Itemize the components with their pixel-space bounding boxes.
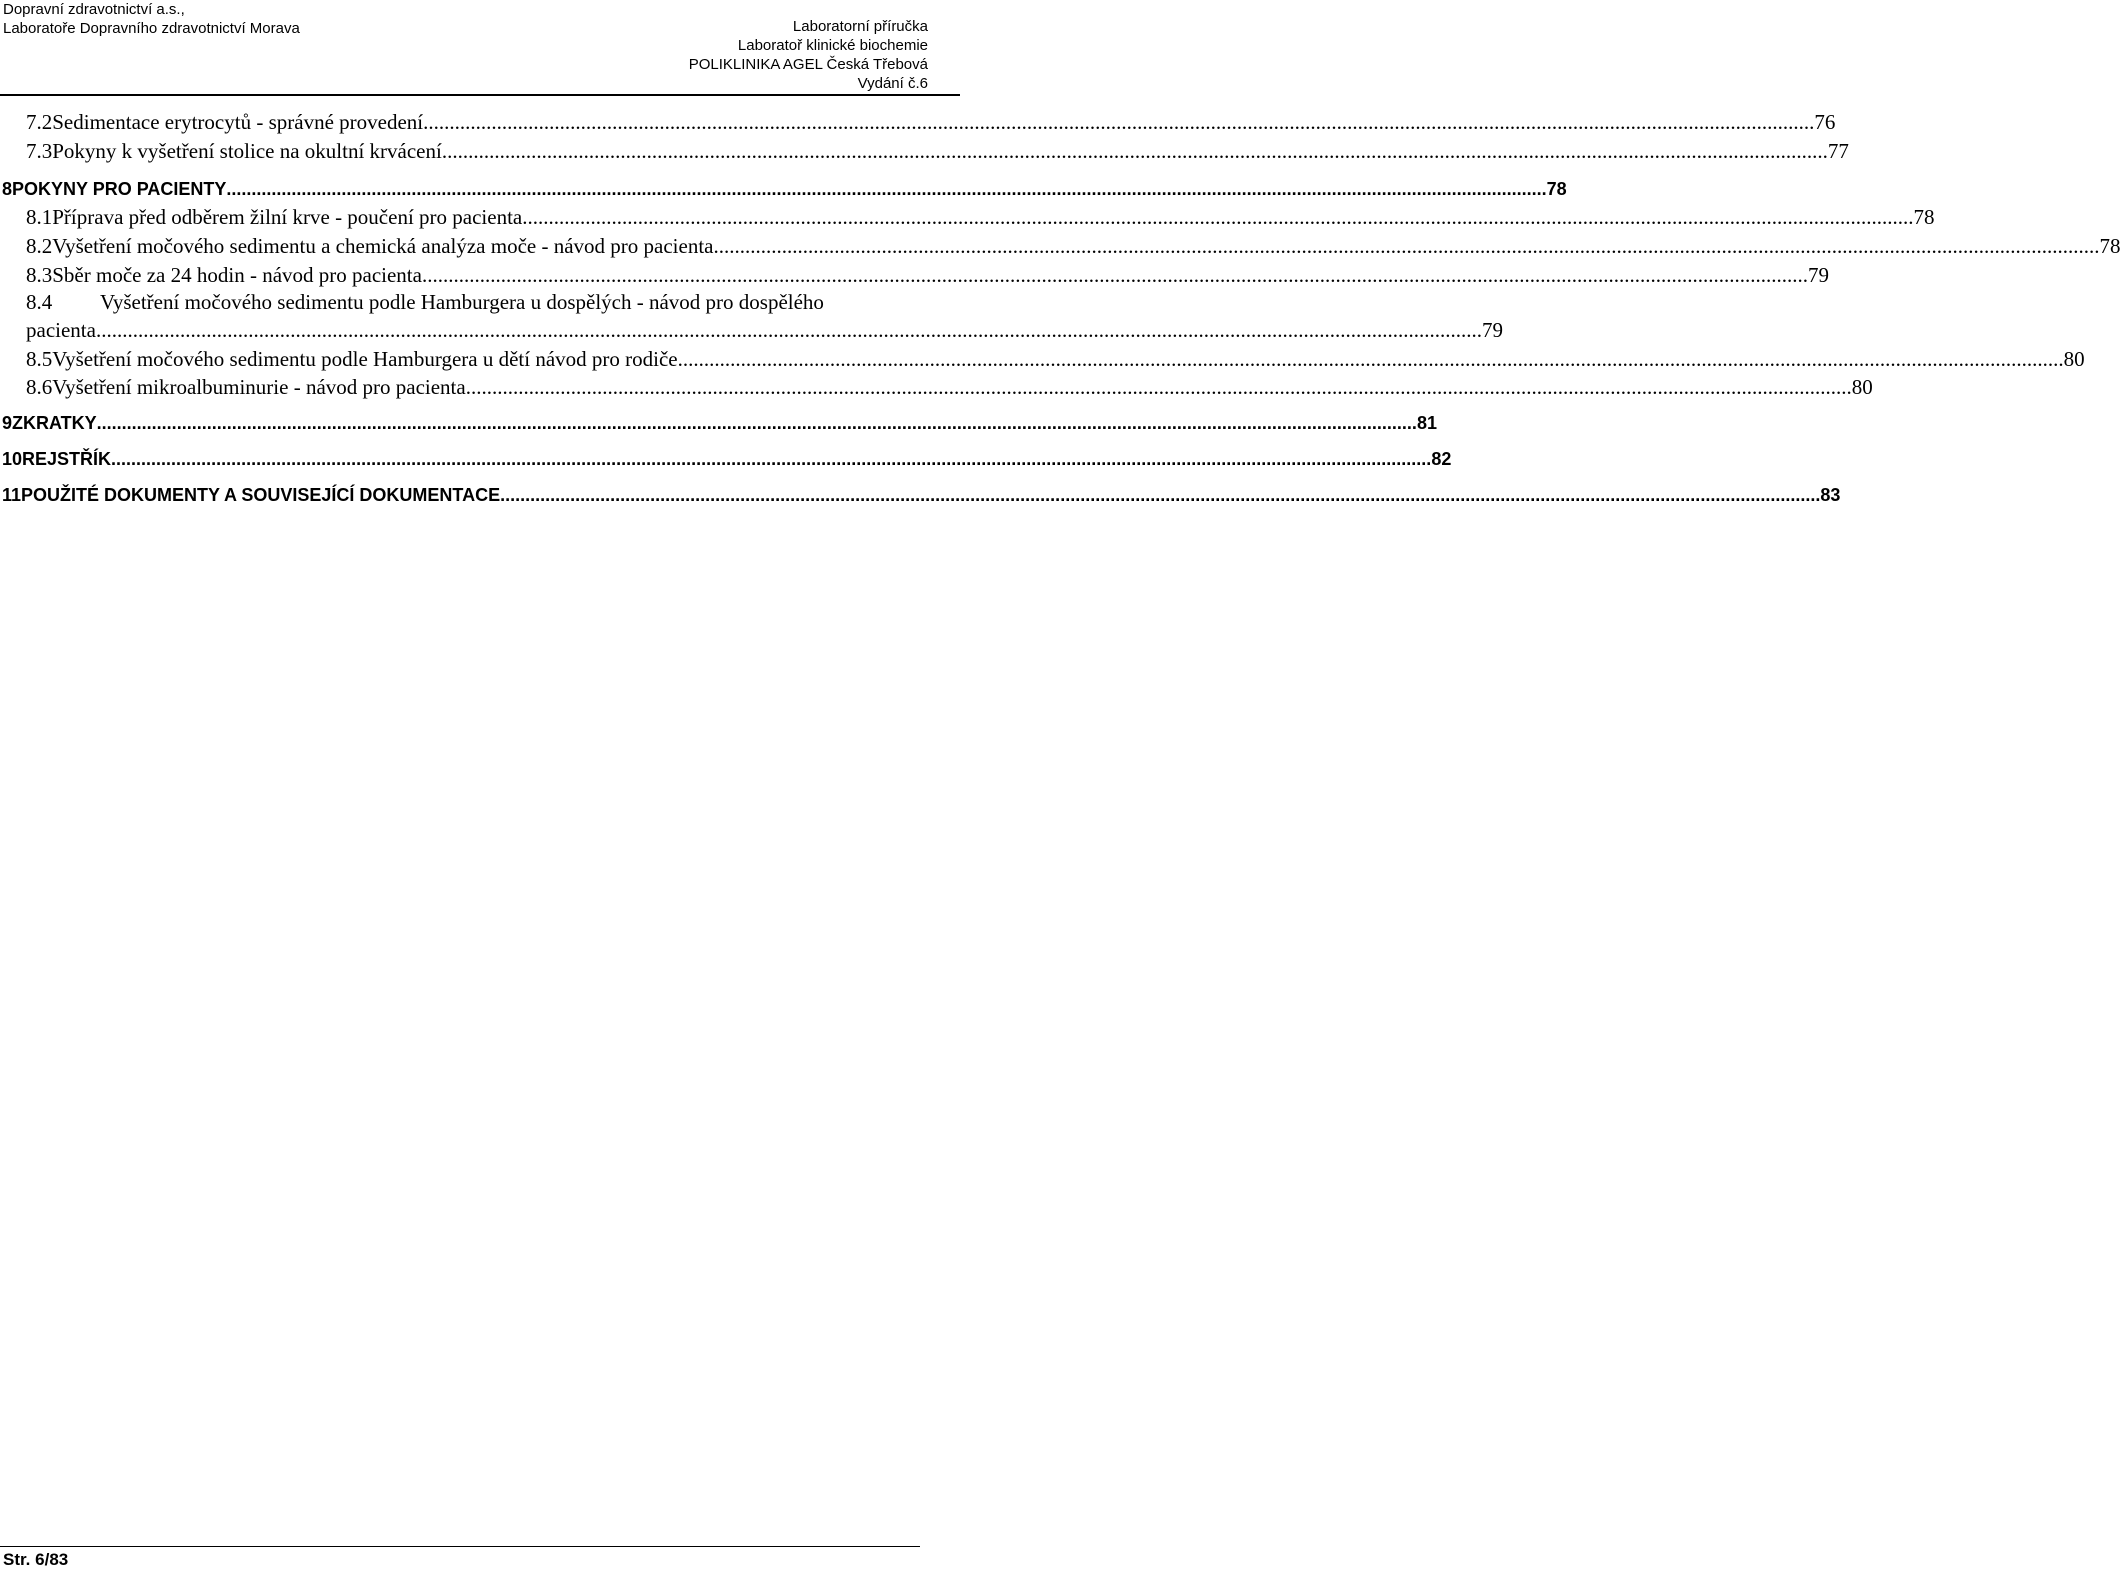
toc-leader — [466, 375, 1852, 400]
toc-title: Vyšetření močového sedimentu podle Hamburgera u dětí návod pro rodiče — [52, 347, 678, 371]
toc-entry-8-5[interactable] — [26, 347, 2085, 372]
toc-leader — [111, 449, 1431, 470]
toc-number: 8.4 — [26, 290, 53, 314]
lab-department: Laboratoř klinické biochemie — [737, 37, 928, 54]
toc-page: 79 — [1481, 318, 1503, 342]
toc-page: 80 — [2063, 347, 2085, 371]
toc-title: Sedimentace erytrocytů - správné provedení. — [52, 110, 429, 134]
toc-title-continuation: pacienta — [26, 318, 96, 342]
footer-divider — [0, 1546, 920, 1547]
edition: Vydání č.6 — [857, 75, 928, 92]
toc-title: Vyšetření mikroalbuminurie - návod pro pacienta — [52, 375, 466, 399]
page-label: Str. — [3, 1550, 31, 1569]
toc-entry-11[interactable] — [2, 485, 1841, 506]
clinic-name: POLIKLINIKA AGEL Česká Třebová — [688, 56, 928, 73]
header-divider — [0, 94, 960, 96]
toc-number: 7.3 — [26, 139, 53, 163]
header-organization — [3, 0, 300, 38]
toc-page: 78 — [1546, 179, 1567, 199]
toc-leader — [527, 205, 1913, 230]
toc-number: 7.2 — [26, 110, 53, 134]
toc-page: 79 — [1807, 263, 1829, 287]
toc-leader — [226, 179, 1546, 200]
toc-number: 10 — [2, 449, 23, 469]
page-number: 6/83 — [35, 1550, 69, 1569]
document-type: Laboratorní příručka — [792, 18, 928, 35]
page-footer — [3, 1550, 68, 1570]
toc-entry-8[interactable] — [2, 179, 1567, 200]
toc-title: ZKRATKY — [12, 413, 97, 433]
toc-entry-9[interactable] — [2, 413, 1437, 434]
toc-page: 82 — [1431, 449, 1452, 469]
toc-title: Pokyny k vyšetření stolice na okultní krvácení — [52, 139, 442, 163]
header-document-info — [689, 17, 928, 93]
toc-page: 78 — [1913, 205, 1935, 229]
toc-number: 11 — [2, 485, 22, 505]
toc-page: 83 — [1820, 485, 1841, 505]
toc-leader — [713, 234, 2099, 259]
toc-entry-8-1[interactable] — [26, 205, 1935, 230]
toc-page: 77 — [1827, 139, 1849, 163]
toc-number: 8.5 — [26, 347, 53, 371]
toc-entry-8-4-line1[interactable] — [26, 290, 956, 315]
toc-page: 81 — [1416, 413, 1437, 433]
toc-number: 8 — [2, 179, 13, 199]
toc-page: 78 — [2099, 234, 2120, 258]
toc-entry-10[interactable] — [2, 449, 1452, 470]
toc-page: 76 — [1814, 110, 1836, 134]
page-header — [0, 0, 960, 96]
toc-title: POUŽITÉ DOKUMENTY A SOUVISEJÍCÍ DOKUMENTACE — [21, 485, 501, 505]
toc-entry-7-2[interactable] — [26, 110, 1836, 135]
toc-leader — [500, 485, 1820, 506]
toc-number: 8.6 — [26, 375, 53, 399]
toc-title: Vyšetření močového sedimentu podle Hamburgera u dospělých - návod pro dospělého — [100, 290, 824, 314]
toc-leader — [96, 318, 1482, 343]
toc-entry-7-3[interactable] — [26, 139, 1849, 164]
toc-page: 80 — [1851, 375, 1873, 399]
toc-number: 8.2 — [26, 234, 53, 258]
toc-leader — [422, 263, 1808, 288]
toc-title: REJSTŘÍK — [22, 449, 112, 469]
toc-leader — [442, 139, 1828, 164]
toc-number: 9 — [2, 413, 13, 433]
toc-entry-8-6[interactable] — [26, 375, 1873, 400]
toc-number: 8.1 — [26, 205, 53, 229]
org-name: Dopravní zdravotnictví a.s., — [3, 1, 185, 18]
toc-entry-8-2[interactable] — [26, 234, 2120, 259]
toc-entry-8-3[interactable] — [26, 263, 1829, 288]
toc-leader — [428, 110, 1814, 135]
toc-leader — [678, 347, 2064, 372]
toc-title: Vyšetření močového sedimentu a chemická analýza moče - návod pro pacienta — [52, 234, 714, 258]
lab-name: Laboratoře Dopravního zdravotnictví Morava — [3, 20, 300, 37]
toc-title: POKYNY PRO PACIENTY — [12, 179, 227, 199]
toc-leader — [97, 413, 1417, 434]
toc-title: Sběr moče za 24 hodin - návod pro pacienta — [52, 263, 422, 287]
toc-title: Příprava před odběrem žilní krve - poučení pro pacienta. — [52, 205, 528, 229]
toc-entry-8-4-line2[interactable] — [26, 318, 1503, 343]
toc-number: 8.3 — [26, 263, 53, 287]
